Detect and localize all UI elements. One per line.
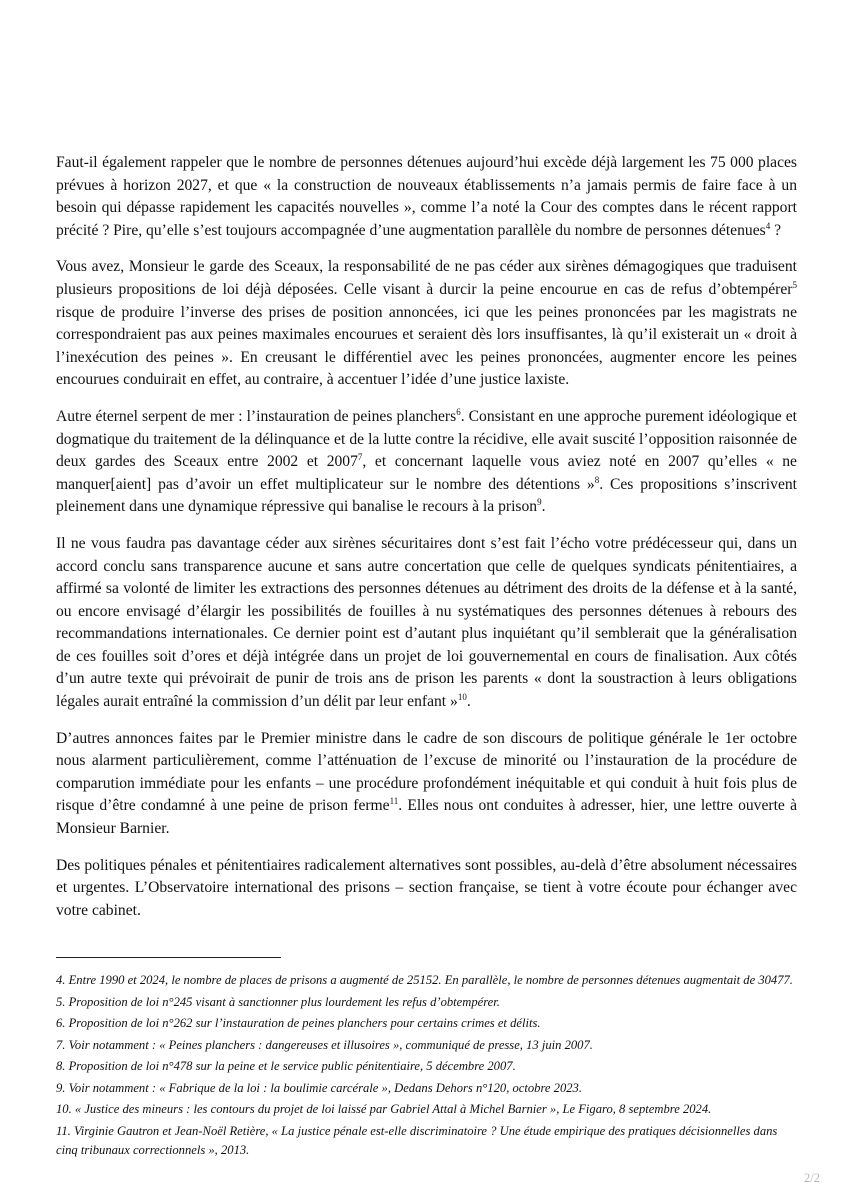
paragraph	[56, 728, 797, 841]
footnote	[56, 993, 801, 1013]
paragraph	[56, 152, 797, 242]
footnote-number: 6.	[56, 1016, 66, 1030]
footnote-separator	[56, 957, 281, 958]
paragraph	[56, 855, 797, 923]
footnote-ref: 6	[456, 406, 461, 417]
paragraph-text: .	[541, 498, 546, 516]
footnote	[56, 971, 801, 991]
paragraph-text: . Consistant en une approche purement idéologique et dogmatique du traitement de la délinquance et de la lutte contre la récidive, elle avait suscité l’opposition raisonnée de deux gardes des Sceaux entre 2002 et 2007	[56, 407, 797, 471]
footnote-text: Proposition de loi n°245 visant à sanctionner plus lourdement les refus d’obtempérer.	[65, 994, 500, 1009]
paragraph-text: Il ne vous faudra pas davantage céder aux sirènes sécuritaires dont s’est fait l’écho votre prédécesseur qui, dans un accord conclu sans transparence aucune et sans autre concertation que celle de quelques syndicats pénitentiaires, a affirmé sa volonté de limiter les extractions des personnes détenues au détriment des droits de la défense et à la santé, ou encore envisagé d’élargir les possibilités de fouilles à nu systématiques des personnes détenues à rebours des recommandations internationales. Ce dernier point est d’autant plus inquiétant qu’il semblerait que la généralisation de ces fouilles soit d’ores et déjà intégrée dans un projet de loi gouvernemental en cours de finalisation. Aux côtés d’un autre texte qui prévoirait de punir de trois ans de prison les parents « dont la soustraction à leurs obligations légales aurait entraîné la commission d’un délit par leur enfant »	[56, 534, 797, 711]
paragraph-text: .	[466, 693, 471, 711]
footnote-number: 5.	[56, 994, 66, 1009]
footnote	[56, 1079, 801, 1099]
footnote-text: « Justice des mineurs : les contours du projet de loi laissé par Gabriel Attal à Michel Barnier », Le Figaro, 8 septembre 2024.	[71, 1102, 712, 1116]
footnote-text: Proposition de loi n°478 sur la peine et le service public pénitentiaire, 5 décembre 2007.	[65, 1059, 516, 1073]
footnote-ref: 4	[765, 220, 771, 231]
footnote-text: Entre 1990 et 2024, le nombre de places de prisons a augmenté de 25152. En parallèle, le nombre de personnes détenues augmentait de 30477.	[65, 973, 793, 987]
paragraph-text: Des politiques pénales et pénitentiaires radicalement alternatives sont possibles, au-delà d’être absolument nécessaires et urgentes. L’Observatoire international des prisons – section française, se tient à votre écoute pour échanger avec votre cabinet.	[56, 856, 797, 919]
paragraph-text: , et concernant laquelle vous aviez noté en 2007 qu’elles « ne manquer[aient] pas d’avoir un effet multiplicateur sur le nombre des détentions »	[56, 453, 797, 493]
page-number: 2/2	[804, 1171, 820, 1185]
paragraph-text: Vous avez, Monsieur le garde des Sceaux, la responsabilité de ne pas céder aux sirènes démagogiques que traduisent plusieurs propositions de loi déjà déposées. Celle visant à durcir la peine encourue en cas de refus d’obtempérer	[56, 258, 797, 298]
paragraph	[56, 533, 797, 714]
paragraph-text: . Elles nous ont conduites à adresser, hier, une lettre ouverte à Monsieur Barnier.	[56, 797, 797, 838]
footnote-ref: 7	[357, 452, 363, 463]
footnote-number: 4.	[56, 973, 66, 987]
paragraph-text: risque de produire l’inverse des prises de position annoncées, ici que les peines prononcées par les magistrats ne correspondraient pas aux peines maximales encourues et seraient dès lors insuffisantes, là qu’il existerait un « droit à l’inexécution des peines ». En creusant le différentiel avec les peines prononcées, augmenter encore les peines encourues conduirait en effet, au contraire, à accentuer l’idée d’une justice laxiste.	[56, 303, 797, 389]
paragraph-text: Autre éternel serpent de mer : l’instauration de peines planchers	[56, 407, 457, 425]
footnotes	[56, 971, 801, 1163]
footnote	[56, 1100, 801, 1120]
footnote-text: Proposition de loi n°262 sur l’instauration de peines planchers pour certains crimes et délits.	[65, 1016, 541, 1030]
footnote-number: 7.	[56, 1037, 66, 1052]
footnote	[56, 1036, 801, 1056]
paragraph-text: Faut-il également rappeler que le nombre de personnes détenues aujourd’hui excède déjà largement les 75 000 places prévues à horizon 2027, et que « la construction de nouveaux établissements n’a jamais permis de faire face à un besoin qui dépasse rapidement les capacités nouvelles », comme l’a noté la Cour des comptes dans le récent rapport précité ? Pire, qu’elle s’est toujours accompagnée d’une augmentation parallèle du nombre de personnes détenues	[56, 154, 797, 239]
footnote-number: 11.	[56, 1123, 71, 1138]
paragraph	[56, 406, 797, 519]
footnote-ref: 10	[457, 692, 467, 703]
footnote	[56, 1122, 801, 1161]
paragraph-text: . Ces propositions s’inscrivent pleinement dans une dynamique répressive qui banalise le recours à la prison	[56, 475, 797, 516]
footnote-number: 10.	[56, 1102, 72, 1116]
footnote-number: 9.	[56, 1080, 66, 1095]
footnote	[56, 1057, 801, 1077]
paragraph-text: D’autres annonces faites par le Premier ministre dans le cadre de son discours de politique générale le 1er octobre nous alarment particulièrement, comme l’atténuation de l’excuse de minorité ou l’instauration de la procédure de comparution immédiate pour les enfants – une procédure profondément inéquitable et qui conduit à huit fois plus de risque d’être condamné à une peine de prison ferme	[56, 729, 797, 815]
footnote-ref: 9	[537, 497, 542, 508]
footnote-text: Voir notamment : « Peines planchers : dangereuses et illusoires », communiqué de presse, 13 juin 2007.	[65, 1037, 593, 1052]
footnote-text: Voir notamment : « Fabrique de la loi : la boulimie carcérale », Dedans Dehors n°120, octobre 2023.	[65, 1080, 582, 1095]
footnote-ref: 5	[792, 279, 797, 290]
footnote-text: Virginie Gautron et Jean-Noël Retière, « La justice pénale est-elle discriminatoire ? Une étude empirique des pratiques décisionnelles dans cinq tribunaux correctionnels », 2013.	[56, 1123, 778, 1157]
footnote-ref: 11	[389, 796, 399, 807]
paragraph	[56, 256, 797, 392]
footnote	[56, 1014, 801, 1034]
footnote-number: 8.	[56, 1059, 66, 1073]
footnote-ref: 8	[594, 474, 600, 485]
body-text	[56, 152, 797, 936]
paragraph-text: ?	[770, 221, 782, 239]
